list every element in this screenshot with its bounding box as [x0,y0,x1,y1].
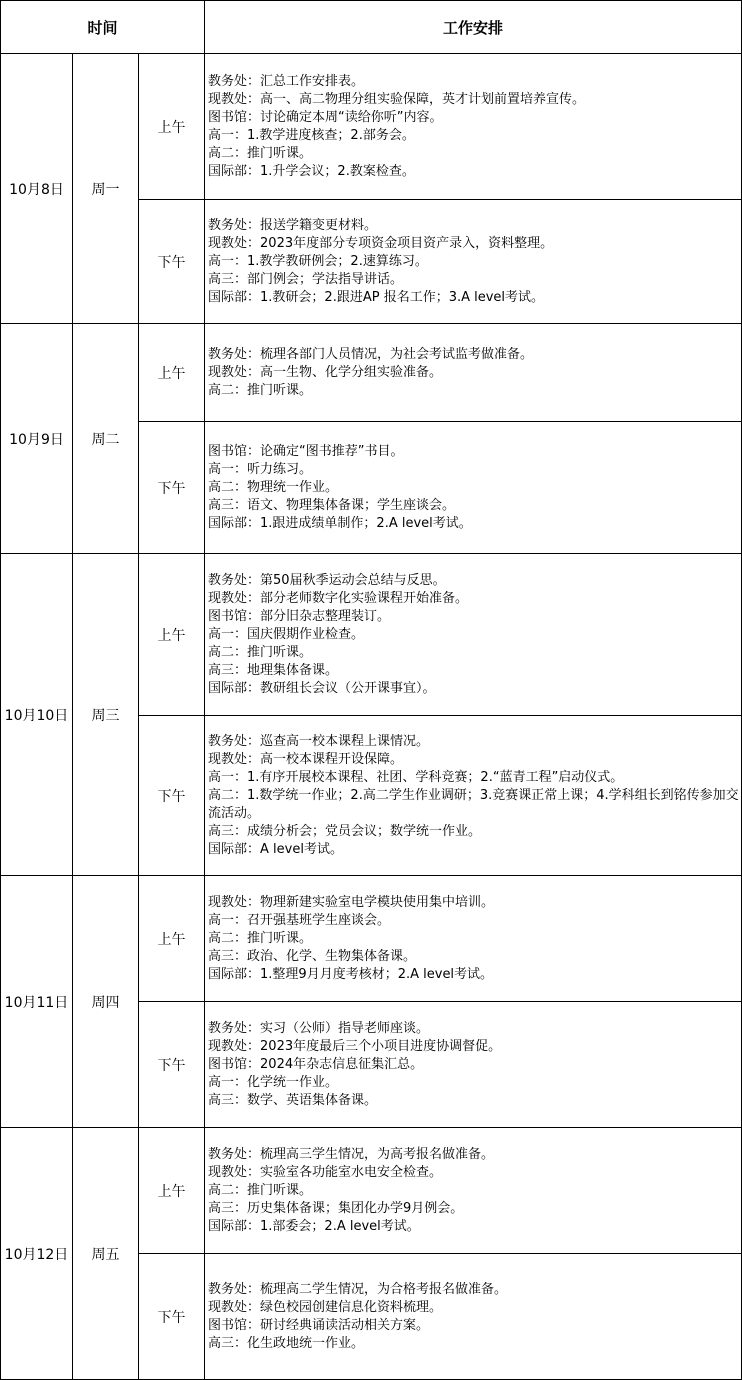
schedule-item: 高三：地理集体备课。 [208,662,339,678]
schedule-item: 高二：推门听课。 [208,1182,313,1198]
schedule-row [1,1128,742,1254]
schedule-item: 现教处：部分老师数字化实验课程开始准备。 [208,590,469,606]
period-cell: 上午 [139,554,205,716]
schedule-content [205,1002,742,1128]
schedule-item: 教务处：巡查高一校本课程上课情况。 [208,733,430,749]
schedule-item: 现教处：物理新建实验室电学模块使用集中培训。 [208,894,495,910]
schedule-item: 高二：物理统一作业。 [208,479,339,495]
schedule-row [1,876,742,1002]
schedule-content [205,876,742,1002]
schedule-item: 教务处：梳理高二学生情况，为合格考报名做准备。 [208,1281,508,1297]
weekday-cell: 周三 [73,554,139,876]
schedule-content [205,1254,742,1380]
schedule-item: 教务处：实习（公师）指导老师座谈。 [208,1020,430,1036]
schedule-item: 现教处：实验室各功能室水电安全检查。 [208,1164,443,1180]
schedule-content [205,54,742,200]
schedule-item: 高一：1.有序开展校本课程、社团、学科竞赛；2.“蓝青工程”启动仪式。 [208,769,624,785]
schedule-item: 高一：国庆假期作业检查。 [208,626,365,642]
schedule-content [205,716,742,876]
schedule-item: 高一：召开强基班学生座谈会。 [208,912,391,928]
weekday-cell: 周四 [73,876,139,1128]
schedule-item: 国际部：A level考试。 [208,841,343,857]
period-cell: 下午 [139,200,205,324]
header-time: 时间 [1,1,205,54]
schedule-content [205,200,742,324]
weekday-cell: 周一 [73,54,139,324]
schedule-item: 高三：历史集体备课；集团化办学9月例会。 [208,1200,464,1216]
schedule-item: 教务处：第50届秋季运动会总结与反思。 [208,572,446,588]
schedule-item: 高一：1.教学进度核查；2.部务会。 [208,127,415,143]
period-cell: 上午 [139,876,205,1002]
schedule-content [205,324,742,422]
schedule-item: 现教处：绿色校园创建信息化资料梳理。 [208,1299,443,1315]
schedule-content [205,554,742,716]
schedule-item: 教务处：报送学籍变更材料。 [208,217,378,233]
schedule-item: 现教处：高一、高二物理分组实验保障，英才计划前置培养宣传。 [208,91,586,107]
schedule-row [1,324,742,422]
schedule-item: 国际部：教研组长会议（公开课事宜）。 [208,680,436,696]
schedule-item: 教务处：汇总工作安排表。 [208,73,365,89]
header-schedule: 工作安排 [205,1,742,54]
weekday-cell: 周二 [73,324,139,554]
schedule-item: 高二：推门听课。 [208,930,313,946]
schedule-item: 高三：部门例会；学法指导讲话。 [208,271,404,287]
date-cell: 10月8日 [1,54,73,324]
schedule-item: 国际部：1.跟进成绩单制作；2.A level考试。 [208,515,472,531]
date-cell: 10月12日 [1,1128,73,1380]
weekday-cell: 周五 [73,1128,139,1380]
schedule-item: 高三：政治、化学、生物集体备课。 [208,948,417,964]
date-cell: 10月9日 [1,324,73,554]
schedule-item: 国际部：1.教研会；2.跟进AP 报名工作；3.A level考试。 [208,289,545,305]
schedule-content [205,422,742,554]
schedule-item: 图书馆：2024年杂志信息征集汇总。 [208,1056,424,1072]
schedule-item: 现教处：高一生物、化学分组实验准备。 [208,364,443,380]
schedule-row [1,54,742,200]
schedule-item: 现教处：2023年度最后三个小项目进度协调督促。 [208,1038,502,1054]
schedule-item: 高三：数学、英语集体备课。 [208,1092,378,1108]
schedule-item: 图书馆：部分旧杂志整理装订。 [208,608,391,624]
schedule-item: 国际部：1.部委会；2.A level考试。 [208,1218,420,1234]
period-cell: 下午 [139,422,205,554]
schedule-item: 高一：听力练习。 [208,461,313,477]
schedule-item: 高二：1.数学统一作业；2.高二学生作业调研；3.竞赛课正常上课；4.学科组长到铭传参加交流活动。 [208,787,739,821]
period-cell: 下午 [139,716,205,876]
period-cell: 上午 [139,324,205,422]
period-cell: 上午 [139,1128,205,1254]
schedule-item: 高二：推门听课。 [208,644,313,660]
schedule-item: 教务处：梳理高三学生情况，为高考报名做准备。 [208,1146,495,1162]
schedule-item: 图书馆：讨论确定本周“读给你听”内容。 [208,109,443,125]
period-cell: 下午 [139,1002,205,1128]
schedule-item: 教务处：梳理各部门人员情况，为社会考试监考做准备。 [208,346,534,362]
schedule-item: 高三：语文、物理集体备课；学生座谈会。 [208,497,456,513]
schedule-item: 国际部：1.整理9月月度考核材；2.A level考试。 [208,966,494,982]
period-cell: 上午 [139,54,205,200]
schedule-item: 高三：化生政地统一作业。 [208,1335,365,1351]
date-cell: 10月11日 [1,876,73,1128]
schedule-item: 高三：成绩分析会；党员会议；数学统一作业。 [208,823,482,839]
date-cell: 10月10日 [1,554,73,876]
schedule-item: 高二：推门听课。 [208,382,313,398]
period-cell: 下午 [139,1254,205,1380]
schedule-content [205,1128,742,1254]
header-row [1,1,742,54]
schedule-item: 现教处：2023年度部分专项资金项目资产录入，资料整理。 [208,235,554,251]
schedule-item: 高二：推门听课。 [208,145,313,161]
schedule-item: 高一：化学统一作业。 [208,1074,339,1090]
schedule-item: 现教处：高一校本课程开设保障。 [208,751,404,767]
schedule-item: 图书馆：研讨经典诵读活动相关方案。 [208,1317,430,1333]
schedule-item: 图书馆：论确定“图书推荐”书目。 [208,443,404,459]
schedule-item: 国际部：1.升学会议；2.教案检查。 [208,163,415,179]
schedule-item: 高一：1.教学教研例会；2.速算练习。 [208,253,428,269]
schedule-row [1,554,742,716]
